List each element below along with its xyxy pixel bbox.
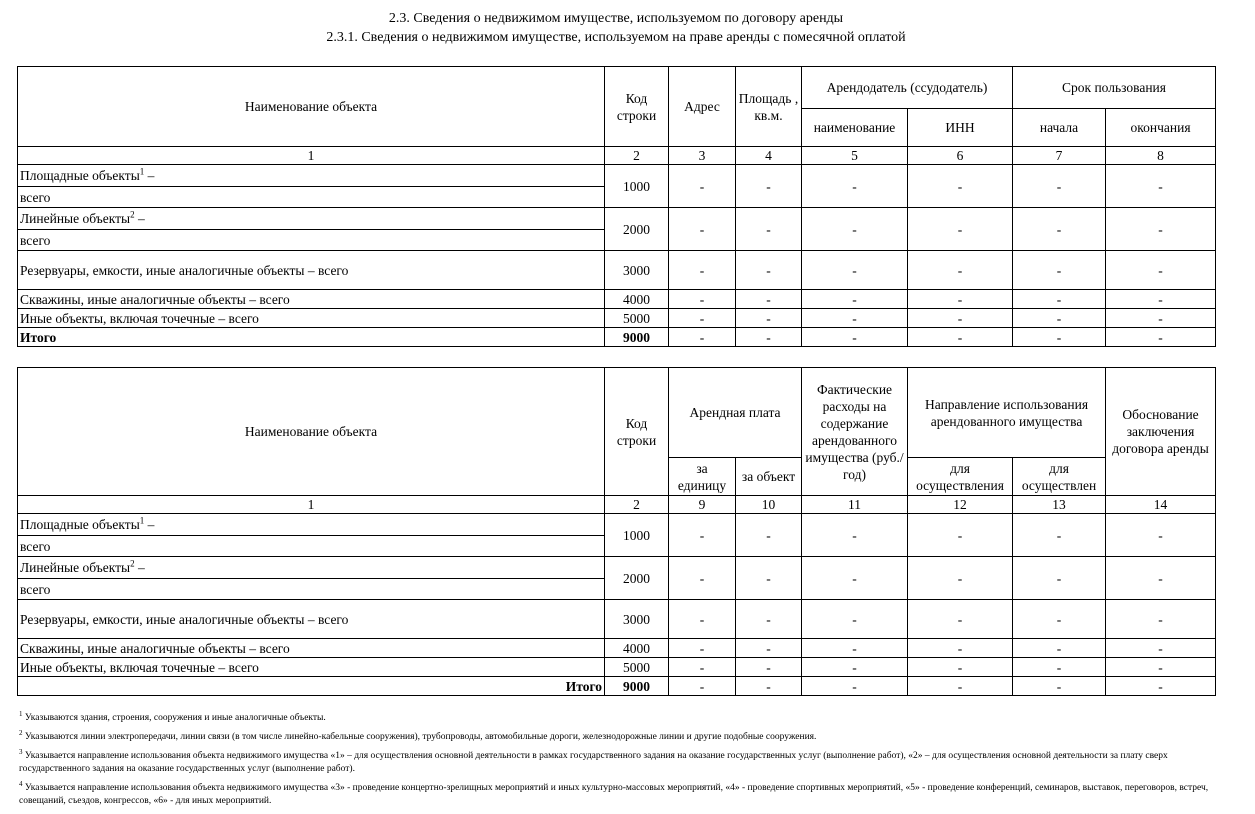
row-name-continuation: всего [18, 230, 605, 251]
table-row [18, 600, 1216, 639]
header-row-code: Код строки [605, 368, 669, 496]
footnotes [19, 709, 1209, 814]
cell: - [1013, 208, 1106, 251]
col-number: 4 [736, 147, 802, 165]
cell: - [736, 165, 802, 208]
cell: - [1106, 639, 1216, 658]
cell: - [669, 208, 736, 251]
cell: - [736, 309, 802, 328]
cell: - [736, 514, 802, 557]
cell: - [908, 328, 1013, 347]
row-name: Линейные объекты$^2$ – [18, 208, 605, 230]
table-row [18, 309, 1216, 328]
cell: - [908, 514, 1013, 557]
cell: - [908, 677, 1013, 696]
cell: - [736, 600, 802, 639]
cell: - [908, 557, 1013, 600]
table-row [18, 639, 1216, 658]
col-number: 2 [605, 496, 669, 514]
cell: - [669, 557, 736, 600]
cell: - [669, 290, 736, 309]
header-term-start: начала [1013, 109, 1106, 147]
header-direction-b: для осуществлен [1013, 458, 1106, 496]
cell: - [1106, 290, 1216, 309]
cell: - [802, 557, 908, 600]
cell: - [736, 639, 802, 658]
header-term-end: окончания [1106, 109, 1216, 147]
row-name: Резервуары, емкости, иные аналогичные объекты – всего [18, 600, 605, 639]
cell: - [669, 514, 736, 557]
cell: - [1013, 639, 1106, 658]
row-code: 1000 [605, 514, 669, 557]
table-row [18, 514, 1216, 536]
header-lessor: Арендодатель (ссудодатель) [802, 67, 1013, 109]
cell: - [1013, 165, 1106, 208]
footnote: $^4$ Указывается направление использования объекта недвижимого имущества «3» - проведение концертно-зрелищных мероприятий и иных культурно-массовых мероприятий, «4» - проведение спортивных мероприятий, «5» - проведение конференций, семинаров, выставок, переговоров, встреч, совещаний, съездов, конгрессов, «6» - для иных мероприятий. [19, 779, 1209, 806]
cell: - [802, 290, 908, 309]
table-row [18, 658, 1216, 677]
col-number: 6 [908, 147, 1013, 165]
cell: - [669, 251, 736, 290]
row-name: Площадные объекты$^1$ – [18, 514, 605, 536]
total-row [18, 677, 1216, 696]
table-row [18, 208, 1216, 230]
row-code: 5000 [605, 309, 669, 328]
header-rent: Арендная плата [669, 368, 802, 458]
row-code: 9000 [605, 328, 669, 347]
row-code: 9000 [605, 677, 669, 696]
cell: - [802, 639, 908, 658]
cell: - [802, 165, 908, 208]
cell: - [908, 251, 1013, 290]
cell: - [802, 677, 908, 696]
header-rent-per-unit: за единицу [669, 458, 736, 496]
row-name-continuation: всего [18, 536, 605, 557]
row-name: Резервуары, емкости, иные аналогичные объекты – всего [18, 251, 605, 290]
col-number: 5 [802, 147, 908, 165]
cell: - [736, 251, 802, 290]
header-address: Адрес [669, 67, 736, 147]
header-term: Срок пользования [1013, 67, 1216, 109]
row-name-continuation: всего [18, 579, 605, 600]
cell: - [736, 557, 802, 600]
row-code: 3000 [605, 600, 669, 639]
cell: - [1106, 557, 1216, 600]
cell: - [908, 658, 1013, 677]
col-number: 7 [1013, 147, 1106, 165]
cell: - [1013, 677, 1106, 696]
cell: - [908, 208, 1013, 251]
header-actual-expenses: Фактические расходы на содержание арендованного имущества (руб./год) [802, 368, 908, 496]
table-row [18, 557, 1216, 579]
cell: - [669, 600, 736, 639]
row-name: Линейные объекты$^2$ – [18, 557, 605, 579]
cell: - [669, 639, 736, 658]
cell: - [736, 290, 802, 309]
header-object-name: Наименование объекта [18, 67, 605, 147]
row-name-continuation: всего [18, 187, 605, 208]
footnote: $^2$ Указываются линии электропередачи, линии связи (в том числе линейно-кабельные сооружения), трубопроводы, автомобильные дороги, железнодорожные линии и другие подобные сооружения. [19, 728, 817, 742]
cell: - [802, 251, 908, 290]
table-row [18, 251, 1216, 290]
col-number: 9 [669, 496, 736, 514]
row-name: Скважины, иные аналогичные объекты – всего [18, 639, 605, 658]
cell: - [669, 677, 736, 696]
col-number: 13 [1013, 496, 1106, 514]
cell: - [802, 600, 908, 639]
cell: - [736, 208, 802, 251]
col-number: 8 [1106, 147, 1216, 165]
column-numbers-row [18, 496, 1216, 514]
cell: - [1013, 557, 1106, 600]
col-number: 11 [802, 496, 908, 514]
header-direction-a: для осуществления [908, 458, 1013, 496]
cell: - [736, 658, 802, 677]
cell: - [669, 658, 736, 677]
cell: - [1013, 600, 1106, 639]
row-code: 2000 [605, 557, 669, 600]
row-code: 4000 [605, 639, 669, 658]
cell: - [669, 165, 736, 208]
header-area: Площадь , кв.м. [736, 67, 802, 147]
col-number: 3 [669, 147, 736, 165]
subsection-title: 2.3.1. Сведения о недвижимом имуществе, используемом на праве аренды с помесячной оплатой [326, 30, 906, 45]
row-name: Итого [18, 328, 605, 347]
cell: - [1013, 658, 1106, 677]
header-object-name: Наименование объекта [18, 368, 605, 496]
cell: - [1106, 328, 1216, 347]
col-number: 1 [18, 496, 605, 514]
cell: - [1106, 165, 1216, 208]
cell: - [802, 208, 908, 251]
footnote: $^1$ Указываются здания, строения, сооружения и иные аналогичные объекты. [19, 709, 326, 723]
col-number: 2 [605, 147, 669, 165]
row-code: 5000 [605, 658, 669, 677]
cell: - [1013, 514, 1106, 557]
cell: - [1013, 251, 1106, 290]
cell: - [1106, 600, 1216, 639]
cell: - [1106, 208, 1216, 251]
lease-table-2 [17, 367, 1216, 696]
cell: - [1013, 309, 1106, 328]
total-row [18, 328, 1216, 347]
cell: - [908, 600, 1013, 639]
section-title: 2.3. Сведения о недвижимом имуществе, используемом по договору аренды [388, 11, 844, 26]
cell: - [669, 328, 736, 347]
header-rent-per-object: за объект [736, 458, 802, 496]
col-number: 14 [1106, 496, 1216, 514]
header-usage-direction: Направление использования арендованного имущества [908, 368, 1106, 458]
cell: - [802, 328, 908, 347]
header-lease-basis: Обоснование заключения договора аренды [1106, 368, 1216, 496]
column-numbers-row [18, 147, 1216, 165]
row-code: 2000 [605, 208, 669, 251]
cell: - [1013, 290, 1106, 309]
cell: - [1106, 677, 1216, 696]
row-code: 1000 [605, 165, 669, 208]
cell: - [908, 165, 1013, 208]
cell: - [908, 639, 1013, 658]
cell: - [736, 328, 802, 347]
cell: - [802, 658, 908, 677]
cell: - [908, 309, 1013, 328]
cell: - [1013, 328, 1106, 347]
row-name: Иные объекты, включая точечные – всего [18, 309, 605, 328]
footnote: $^3$ Указывается направление использования объекта недвижимого имущества «1» – для осуществления основной деятельности в рамках государственного задания на оказание государственных услуг (выполнение работ), «2» – для осуществления основной деятельности за плату сверх государственного задания на оказание государственных услуг (выполнение работ). [19, 747, 1168, 774]
lease-table-1 [17, 66, 1216, 347]
cell: - [802, 309, 908, 328]
table-row [18, 290, 1216, 309]
cell: - [1106, 251, 1216, 290]
cell: - [1106, 309, 1216, 328]
col-number: 12 [908, 496, 1013, 514]
cell: - [1106, 658, 1216, 677]
row-name: Иные объекты, включая точечные – всего [18, 658, 605, 677]
cell: - [736, 677, 802, 696]
table-row [18, 165, 1216, 187]
cell: - [802, 514, 908, 557]
cell: - [1106, 514, 1216, 557]
cell: - [669, 309, 736, 328]
header-lessor-inn: ИНН [908, 109, 1013, 147]
row-name: Площадные объекты$^1$ – [18, 165, 605, 187]
col-number: 10 [736, 496, 802, 514]
row-code: 3000 [605, 251, 669, 290]
row-name: Скважины, иные аналогичные объекты – всего [18, 290, 605, 309]
header-row-code: Код строки [605, 67, 669, 147]
header-lessor-name: наименование [802, 109, 908, 147]
row-code: 4000 [605, 290, 669, 309]
cell: - [908, 290, 1013, 309]
col-number: 1 [18, 147, 605, 165]
row-name: Итого [18, 677, 605, 696]
